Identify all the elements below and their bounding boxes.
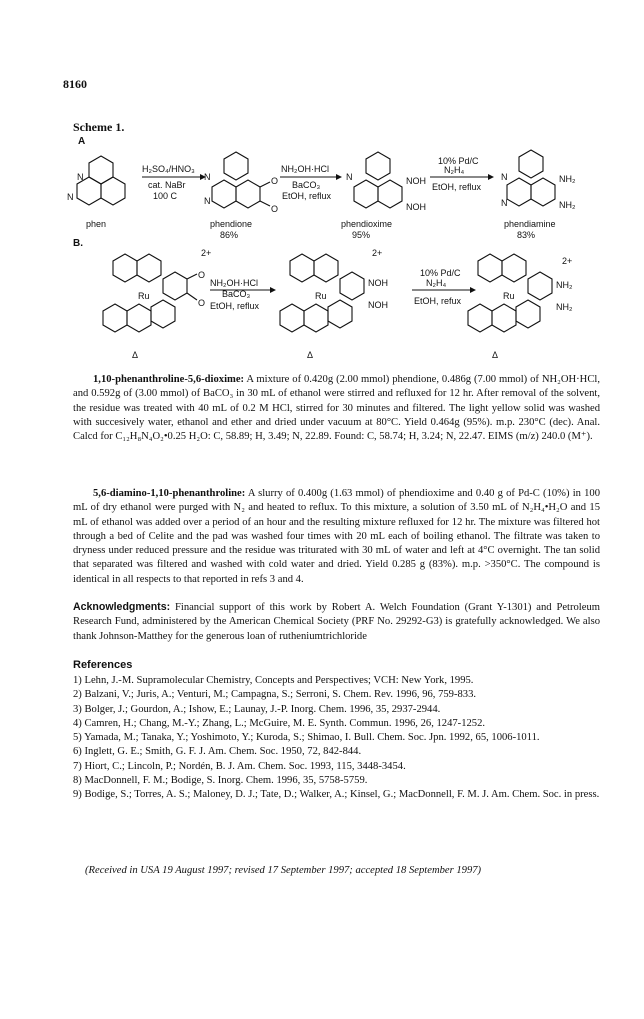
b-step1-reagent3: EtOH, reflux — [210, 301, 260, 311]
ru1-o2: O — [198, 298, 206, 308]
diamine-procedure — [73, 487, 600, 587]
references-heading: References — [73, 659, 133, 671]
phendioxime-structure — [346, 152, 426, 212]
dioxime-procedure — [73, 373, 600, 444]
delta-label-2: Δ — [307, 350, 314, 360]
ru1-charge: 2+ — [201, 248, 212, 258]
a-step2-reagent2: BaCO₃ — [292, 180, 321, 190]
reference-item: 6) Inglett, G. E.; Smith, G. F. J. Am. Chem. Soc. 1950, 72, 842-844. — [73, 746, 362, 758]
phendioxime-noh2: NOH — [406, 202, 426, 212]
phen-n2: N — [67, 192, 74, 202]
ru-complex-dione — [103, 248, 211, 332]
scheme-part-b-label: B. — [73, 238, 83, 249]
phendione-o1: O — [271, 176, 279, 186]
name-phendione: phendione — [210, 219, 253, 229]
reference-item: 5) Yamada, M.; Tanaka, Y.; Yoshimoto, Y.; Kuroda, S.; Shimao, I. Bull. Chem. Soc. Jpn. 1992, 65, 1006-1011. — [73, 732, 540, 744]
ru2-charge: 2+ — [372, 248, 383, 258]
name-phendiamine: phendiamine — [504, 219, 556, 229]
diamine-heading: 5,6-diamino-1,10-phenanthroline: — [93, 488, 246, 499]
a-step1-reagent1: H₂SO₄/HNO₃ — [142, 164, 195, 174]
delta-label-3: Δ — [492, 350, 499, 360]
reference-item: 4) Camren, H.; Chang, M.-Y.; Zhang, L.; McGuire, M. E. Synth. Commun. 1996, 26, 1247-1252. — [73, 717, 486, 729]
a-step3-reagent1: 10% Pd/C — [438, 156, 479, 166]
arrow-a2 — [280, 164, 342, 201]
phen-structure — [67, 156, 125, 205]
reference-item: 8) MacDonnell, F. M.; Bodige, S. Inorg. Chem. 1996, 35, 5758-5759. — [73, 775, 368, 787]
b-step2-reagent2: N₂H₄ — [426, 278, 447, 288]
reference-item: 3) Bolger, J.; Gourdon, A.; Ishow, E.; Launay, J.-P. Inorg. Chem. 1996, 35, 2937-2944. — [73, 703, 441, 715]
reference-item: 1) Lehn, J.-M. Supramolecular Chemistry, Concepts and Perspectives; VCH: New York, 1995. — [73, 675, 474, 686]
reference-item: 2) Balzani, V.; Juris, A.; Venturi, M.; Campagna, S.; Serroni, S. Chem. Rev. 1996, 96, 759-833. — [73, 689, 477, 701]
delta-label-1: Δ — [132, 350, 139, 360]
arrow-b2 — [412, 268, 476, 306]
ru3-nh2-1: NH₂ — [556, 280, 573, 290]
phendiamine-nh2-2: NH₂ — [559, 200, 576, 210]
phen-n1: N — [77, 172, 84, 182]
phendione-o2: O — [271, 204, 279, 214]
reference-item: 7) Hiort, C.; Lincoln, P.; Nordén, B. J. Am. Chem. Soc. 1993, 115, 3448-3454. — [73, 760, 406, 772]
ack-heading: Acknowledgments: — [73, 601, 171, 613]
phendiamine-structure — [501, 150, 576, 210]
ru-complex-diamine — [468, 254, 573, 332]
phendiamine-n1: N — [501, 172, 508, 182]
yield-phendione: 86% — [220, 230, 239, 240]
ru-complex-dioxime — [280, 248, 388, 332]
diamine-text: A slurry of 0.400g (1.63 mmol) of phendioxime and 0.40 g of Pd-C (10%) in 100 mL of dry ethanol were purged with N₂ and heated to reflux. To this mixture, a solution of 3.50 mL of N₂H₄•H₂O and 15 mL of ethanol was added over a period of an hour and the resulting mixture refluxed for 12 hr. The mixture was filtered hot through a bed of Celite and the pad was washed four times with 20 mL each of boiling ethanol. The filtrate was taken to dryness under reduced pressure and the residue was triturated with 30 mL of water and left at 4°C overnight. The tan solid that separated was filtered and washed with cold water and dried. Yield 0.285 g (83%). m.p. >350°C. The compound is identical in all respects to that reported in refs 3 and 4. — [73, 488, 600, 585]
phendiamine-nh2-1: NH₂ — [559, 174, 576, 184]
phendione-n1: N — [204, 172, 211, 182]
a-step2-reagent3: EtOH, reflux — [282, 191, 332, 201]
phendioxime-n1: N — [346, 172, 353, 182]
phendione-n2: N — [204, 196, 211, 206]
yield-phendioxime: 95% — [352, 230, 371, 240]
b-step2-reagent3: EtOH, refux — [414, 296, 462, 306]
dioxime-heading: 1,10-phenanthroline-5,6-dioxime: — [93, 374, 245, 385]
arrow-b1 — [210, 278, 276, 311]
ru2-atom: Ru — [315, 291, 327, 301]
phendione-structure — [204, 152, 278, 214]
name-phendioxime: phendioxime — [341, 219, 393, 229]
b-step1-reagent2: BaCO₃ — [222, 289, 251, 299]
ru1-atom: Ru — [138, 291, 150, 301]
ru1-o1: O — [198, 270, 206, 280]
a-step3-reagent3: EtOH, reflux — [432, 182, 482, 192]
reference-item: 9) Bodige, S.; Torres, A. S.; Maloney, D. J.; Tate, D.; Walker, A.; Kinsel, G.; MacDonnell, F. M. J. Am. Chem. Soc. in press. — [73, 789, 600, 801]
references-list — [73, 674, 600, 803]
a-step1-reagent3: 100 C — [153, 191, 178, 201]
arrow-a3 — [430, 156, 494, 192]
b-step2-reagent1: 10% Pd/C — [420, 268, 461, 278]
dioxime-text: A mixture of 0.420g (2.00 mmol) phendione, 0.486g (7.00 mmol) of NH₂OH·HCl, and 0.592g of (3.00 mmol) of BaCO₃ in 30 mL of ethanol were stirred and refluxed for 12 hr. After removal of the solvent, the residue was treated with 40 mL of 0.2 M HCl, stirred for 30 minutes and filtered. The light yellow solid was washed with succesively water, ethanol and ether and dried under vacuum at 80°C. Yield 0.464g (95%). m.p. 230°C (dec). Anal. Calcd for C₁₂H₈N₄O₂•0.25 H₂O: C, 58.89; H, 3.49; N, 22.89. Found: C, 58.74; H, 3.24; N, 22.47. EIMS (m/z) 240.0 (M⁺). — [73, 374, 600, 443]
phendiamine-n2: N — [501, 198, 508, 208]
b-step1-reagent1: NH₂OH·HCl — [210, 278, 258, 288]
ru3-charge: 2+ — [562, 256, 573, 266]
ru2-noh1: NOH — [368, 278, 388, 288]
a-step3-reagent2: N₂H₄ — [444, 165, 465, 175]
received-dates: (Received in USA 19 August 1997; revised 17 September 1997; accepted 18 September 1997) — [85, 865, 482, 876]
ru2-noh2: NOH — [368, 300, 388, 310]
ack-text: Financial support of this work by Robert A. Welch Foundation (Grant Y-1301) and Petroleum Research Fund, administered by the American Chemical Society (PRF No. 29292-G3) is gratefully acknowledged. We also thank Johnson-Matthey for the generous loan of rutheniumtrichloride — [73, 602, 600, 642]
phendioxime-noh1: NOH — [406, 176, 426, 186]
ru3-nh2-2: NH₂ — [556, 302, 573, 312]
scheme-title: Scheme 1. — [73, 120, 125, 134]
scheme-part-a-label: A — [78, 136, 86, 147]
arrow-a1 — [142, 164, 206, 201]
yield-phendiamine: 83% — [517, 230, 536, 240]
page-number: 8160 — [63, 77, 87, 91]
a-step1-reagent2: cat. NaBr — [148, 180, 186, 190]
a-step2-reagent1: NH₂OH·HCl — [281, 164, 329, 174]
ru3-atom: Ru — [503, 291, 515, 301]
name-phen: phen — [86, 219, 107, 229]
acknowledgments — [73, 600, 600, 644]
reaction-scheme — [60, 128, 600, 378]
